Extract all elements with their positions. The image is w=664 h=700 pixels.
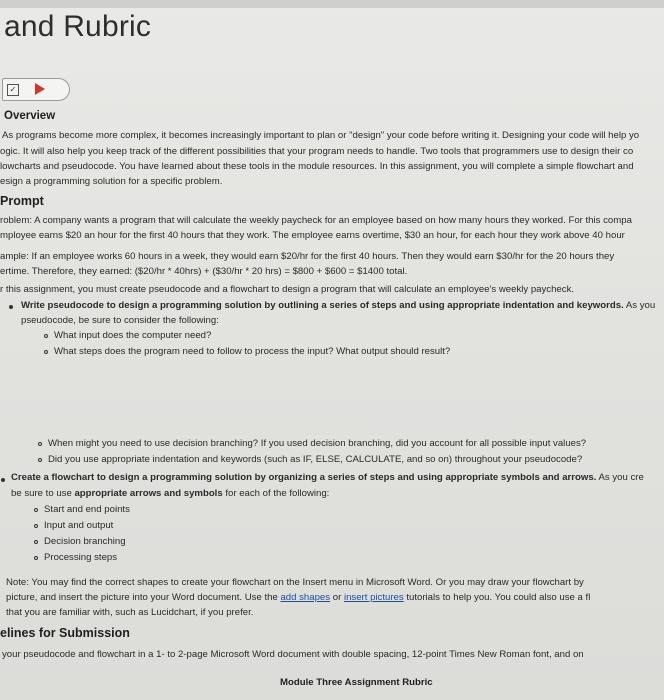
top-edge xyxy=(0,0,664,8)
flowchart-sub-2: Input and output xyxy=(44,520,114,531)
sub-bullet-marker xyxy=(38,458,42,462)
note-line2-post: tutorials to help you. You could also use a fl xyxy=(403,592,591,603)
pseudocode-sub-1: What input does the computer need? xyxy=(54,330,212,341)
overview-line-1: As programs become more complex, it becomes increasingly important to plan or "design" your code before writing it. Designing your code will help yo xyxy=(2,130,640,141)
sub-bullet-marker xyxy=(34,508,38,512)
flowchart-sub-3: Decision branching xyxy=(44,536,126,547)
prompt-heading: Prompt xyxy=(0,194,44,208)
flowchart-bullet xyxy=(11,472,644,483)
assignment-line: r this assignment, you must create pseudocode and a flowchart to design a program that will calculate an employee's weekly paycheck. xyxy=(0,284,575,295)
page-title: and Rubric xyxy=(4,10,152,43)
note-line-3: that you are familiar with, such as Lucidchart, if you prefer. xyxy=(6,607,254,618)
flowchart-sub-4: Processing steps xyxy=(44,552,118,563)
problem-line-1: roblem: A company wants a program that will calculate the weekly paycheck for an employee based on how many hours they worked. For this compa xyxy=(0,215,632,226)
insert-pictures-link[interactable]: insert pictures xyxy=(343,592,404,603)
note-line-1: Note: You may find the correct shapes to create your flowchart on the Insert menu in Microsoft Word. Or you may draw your flowchart by xyxy=(6,577,584,588)
note-line-2 xyxy=(6,592,590,603)
rubric-title: Module Three Assignment Rubric xyxy=(280,677,433,688)
pseudocode-sub-3: When might you need to use decision branching? If you used decision branching, did you account for all possible input values? xyxy=(48,438,587,449)
overview-line-2: ogic. It will also help you keep track of the different possibilities that your program needs to handle. Two tools that programmers use to design their co xyxy=(0,146,634,157)
flowchart-line2-post: for each of the following: xyxy=(222,488,330,499)
expand-collapse-control[interactable] xyxy=(2,78,70,101)
sub-bullet-marker xyxy=(44,334,48,338)
example-line-2: ertime. Therefore, they earned: ($20/hr * 40hrs) + ($30/hr * 20 hrs) = $800 + $600 = $1400 total. xyxy=(0,266,408,277)
sub-bullet-marker xyxy=(34,556,38,560)
bullet-marker xyxy=(1,478,5,482)
pseudocode-bullet-lead: Write pseudocode to design a programming solution by outlining a series of steps and using appropriate indentation and keywords. xyxy=(21,300,624,311)
add-shapes-link[interactable]: add shapes xyxy=(280,592,331,603)
sub-bullet-marker xyxy=(38,442,42,446)
flowchart-line2-pre: be sure to use xyxy=(11,488,75,499)
overview-heading: Overview xyxy=(4,110,56,122)
sub-bullet-marker xyxy=(34,524,38,528)
pseudocode-bullet xyxy=(21,300,655,311)
flowchart-bullet-tail: As you cre xyxy=(596,472,644,483)
overview-line-4: esign a programming solution for a specific problem. xyxy=(0,176,223,187)
sub-bullet-marker xyxy=(34,540,38,544)
bullet-marker xyxy=(9,305,13,309)
guidelines-heading: elines for Submission xyxy=(0,626,130,640)
problem-line-2: mployee earns $20 an hour for the first 40 hours that they work. The employee earns overtime, $30 an hour, for each hour they work above 40 hour xyxy=(0,230,625,241)
flowchart-sub-1: Start and end points xyxy=(44,504,130,515)
flowchart-bullet-line-2 xyxy=(11,488,329,499)
pseudocode-sub-4: Did you use appropriate indentation and keywords (such as IF, ELSE, CALCULATE, and so on) throughout your pseudocode? xyxy=(48,454,583,465)
checkbox-icon: ✓ xyxy=(7,84,19,96)
note-line2-mid: or xyxy=(330,592,344,603)
pseudocode-sub-2: What steps does the program need to follow to process the input? What output should result? xyxy=(54,346,451,357)
sub-bullet-marker xyxy=(44,350,48,354)
pseudocode-bullet-tail: As you xyxy=(623,300,656,311)
example-line-1: ample: If an employee works 60 hours in a week, they would earn $20/hr for the first 40 hours. Then they would earn $30/hr for the 20 hours they xyxy=(0,251,615,262)
flowchart-line2-bold: appropriate arrows and symbols xyxy=(74,488,223,499)
pseudocode-bullet-line-2: pseudocode, be sure to consider the following: xyxy=(21,315,219,326)
guidelines-line: your pseudocode and flowchart in a 1- to 2-page Microsoft Word document with double spacing, 12-point Times New Roman font, and on xyxy=(2,649,584,660)
play-arrow-icon xyxy=(35,83,45,95)
flowchart-bullet-lead: Create a flowchart to design a programming solution by organizing a series of steps and using appropriate symbols and arrows. xyxy=(11,472,597,483)
overview-line-3: lowcharts and pseudocode. You have learned about these tools in the module resources. In this assignment, you will complete a simple flowchart and xyxy=(0,161,634,172)
note-line2-pre: picture, and insert the picture into your Word document. Use the xyxy=(6,592,281,603)
